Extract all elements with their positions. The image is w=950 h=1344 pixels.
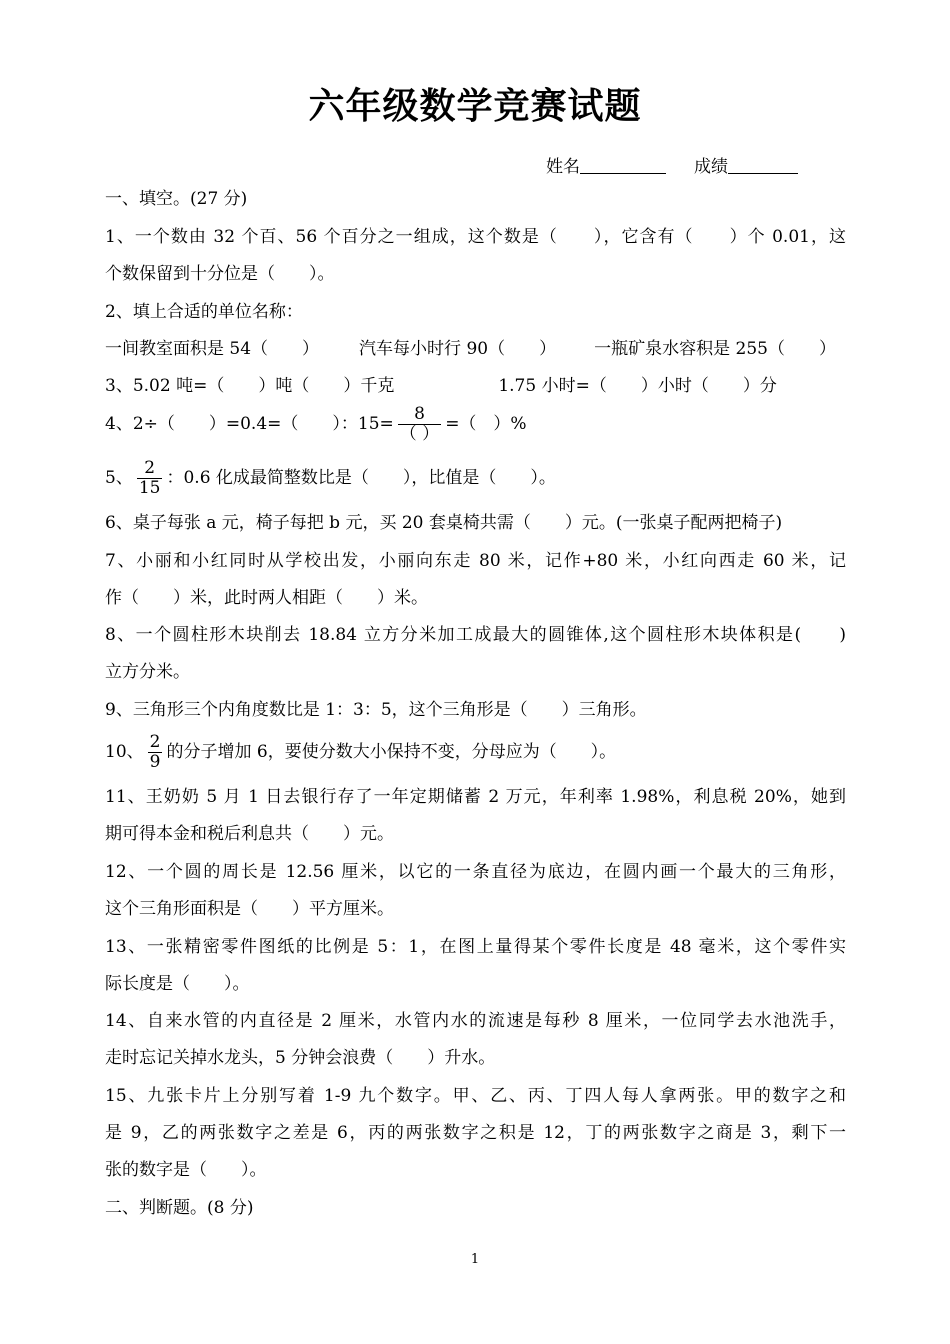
question-15-line-1: 15、九张卡片上分别写着 1-9 九个数字。甲、乙、丙、丁四人每人拿两张。甲的数字之和 — [105, 1086, 846, 1106]
question-5-fraction — [137, 459, 163, 498]
question-12-line-2: 这个三角形面积是（ ）平方厘米。 — [105, 899, 394, 919]
question-7-line-2: 作（ ）米，此时两人相距（ ）米。 — [105, 588, 428, 608]
question-8-line-1: 8、一个圆柱形木块削去 18.84 立方分米加工成最大的圆锥体,这个圆柱形木块体积是( ) — [105, 625, 846, 645]
fraction-denominator: （ ） — [399, 424, 440, 444]
question-2-item-car: 汽车每小时行 90（ ） — [359, 339, 557, 359]
question-3-part-b: 1.75 小时=（ ）小时（ ）分 — [498, 376, 777, 396]
question-2-line-1: 2、填上合适的单位名称： — [105, 302, 303, 322]
fraction-numerator: 8 — [398, 405, 441, 425]
question-4-fraction — [398, 405, 441, 444]
question-8-line-2: 立方分米。 — [105, 662, 190, 682]
question-15-line-3: 张的数字是（ ）。 — [105, 1160, 267, 1180]
question-4-pre: 4、2÷（ ）=0.4=（ ）：15= — [105, 414, 394, 434]
fraction-denominator: 9 — [149, 752, 161, 772]
question-5-post: ：0.6 化成最简整数比是（ ），比值是（ ）。 — [166, 468, 556, 488]
question-1-line-1: 1、一个数由 32 个百、56 个百分之一组成，这个数是（ ），它含有（ ）个 0.01，这 — [105, 227, 846, 247]
page-number: 1 — [470, 1252, 480, 1267]
fraction-numerator: 2 — [137, 459, 163, 479]
question-11-line-1: 11、王奶奶 5 月 1 日去银行存了一年定期储蓄 2 万元，年利率 1.98%，利息税 20%，她到 — [105, 787, 846, 807]
question-4-post: =（ ）% — [445, 414, 527, 434]
question-5-pre: 5、 — [105, 468, 133, 488]
question-3 — [105, 375, 777, 397]
score-blank[interactable] — [728, 157, 798, 174]
question-10 — [105, 731, 616, 773]
question-2-line-2 — [105, 338, 836, 360]
score-label: 成绩 — [694, 157, 728, 177]
question-14-line-2: 走时忘记关掉水龙头，5 分钟会浪费（ ）升水。 — [105, 1048, 496, 1068]
question-7-line-1: 7、小丽和小红同时从学校出发，小丽向东走 80 米，记作+80 米，小红向西走 60 米，记 — [105, 551, 846, 571]
question-13-line-2: 际长度是（ ）。 — [105, 974, 250, 994]
fraction-numerator: 2 — [149, 732, 161, 752]
question-6: 6、桌子每张 a 元，椅子每把 b 元，买 20 套桌椅共需（ ）元。(一张桌子配两把椅子) — [105, 513, 783, 533]
question-12-line-1: 12、一个圆的周长是 12.56 厘米，以它的一条直径为底边，在圆内画一个最大的三角形， — [105, 862, 846, 882]
question-10-pre: 10、 — [105, 742, 144, 762]
question-10-post: 的分子增加 6，要使分数大小保持不变，分母应为（ ）。 — [166, 742, 617, 762]
question-4 — [105, 404, 527, 444]
question-9: 9、三角形三个内角度数比是 1：3：5，这个三角形是（ ）三角形。 — [105, 700, 647, 720]
name-label: 姓名 — [546, 157, 580, 177]
question-5 — [105, 457, 556, 499]
question-1-line-2: 个数保留到十分位是（ ）。 — [105, 264, 335, 284]
section-true-false-heading: 二、判断题。(8 分) — [105, 1198, 254, 1218]
fraction-denominator: 15 — [138, 478, 161, 498]
name-blank[interactable] — [580, 157, 666, 174]
question-11-line-2: 期可得本金和税后利息共（ ）元。 — [105, 824, 394, 844]
question-2-item-water: 一瓶矿泉水容积是 255（ ） — [594, 339, 836, 359]
section-fill-in-heading: 一、填空。(27 分) — [105, 189, 248, 209]
page-title: 六年级数学竞赛试题 — [308, 86, 642, 127]
question-10-fraction — [148, 733, 163, 772]
name-score-line — [546, 152, 798, 177]
question-14-line-1: 14、自来水管的内直径是 2 厘米，水管内水的流速是每秒 8 厘米，一位同学去水池洗手， — [105, 1011, 846, 1031]
question-13-line-1: 13、一张精密零件图纸的比例是 5：1，在图上量得某个零件长度是 48 毫米，这个零件实 — [105, 937, 846, 957]
question-2-item-classroom: 一间教室面积是 54（ ） — [105, 339, 320, 359]
question-15-line-2: 是 9，乙的两张数字之差是 6，丙的两张数字之积是 12，丁的两张数字之商是 3，剩下一 — [105, 1123, 846, 1143]
question-3-part-a: 3、5.02 吨=（ ）吨（ ）千克 — [105, 376, 395, 396]
